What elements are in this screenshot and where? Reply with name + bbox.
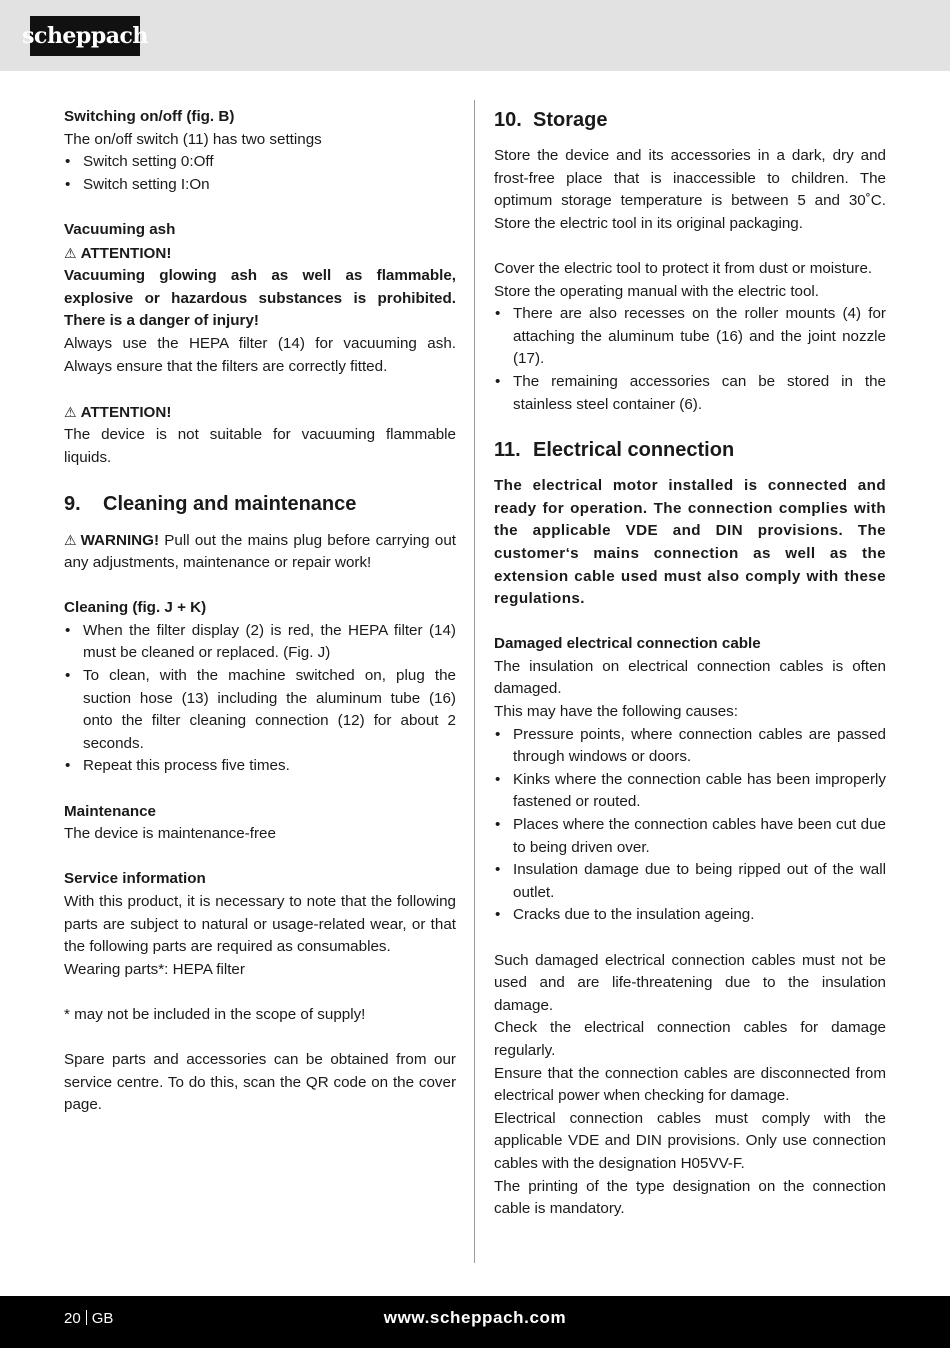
switching-list — [64, 151, 456, 196]
list-item: • Switch setting 0:Off — [64, 151, 456, 174]
causes-list — [494, 724, 886, 927]
vacuuming-text: Always use the HEPA filter (14) for vacuuming ash. Always ensure that the filters are correctly fitted. — [64, 334, 456, 375]
wearing-parts: Wearing parts*: HEPA filter — [64, 960, 245, 978]
list-item: • The remaining accessories can be stored in the stainless steel container (6). — [494, 371, 886, 416]
damaged-cable-heading: Damaged electrical connection cable — [494, 635, 761, 653]
page-number: 20 GB — [64, 1310, 114, 1327]
supply-note: * may not be included in the scope of supply! — [64, 1005, 366, 1023]
vacuuming-text-2: The device is not suitable for vacuuming flammable liquids. — [64, 426, 456, 466]
list-item: • To clean, with the machine switched on, plug the suction hose (13) including the aluminum tube (16) onto the filter cleaning connection (12) for about 2 seconds. — [64, 665, 456, 755]
maintenance-heading: Maintenance — [64, 802, 156, 820]
electrical-bold-text: The electrical motor installed is connected and ready for operation. The connection complies with the applicable VDE and DIN provisions. The customer‘s mains connection as well as the extension cable used must also comply with these regulations. — [494, 477, 886, 608]
damaged-text-4: Check the electrical connection cables for damage regularly. — [494, 1019, 886, 1059]
damaged-text-2: This may have the following causes: — [494, 703, 738, 721]
list-item: • Cracks due to the insulation ageing. — [494, 904, 886, 927]
page-header — [0, 0, 950, 71]
switching-intro: The on/off switch (11) has two settings — [64, 130, 322, 148]
brand-logo: scheppach — [30, 16, 140, 56]
service-heading: Service information — [64, 870, 206, 888]
warning-triangle-icon: ⚠ — [64, 531, 77, 548]
storage-text-1: Store the device and its accessories in a dark, dry and frost-free place that is inaccessible to children. The optimum storage temperature is between 5 and 30˚C. Store the electric tool in its original packaging. — [494, 147, 886, 232]
damaged-text-1: The insulation on electrical connection cables is often damaged. — [494, 657, 886, 698]
damaged-text-6: Electrical connection cables must comply with the applicable VDE and DIN provisions. Only use connection cables with the designation H05VV-F. — [494, 1109, 886, 1172]
warning-triangle-icon: ⚠ — [64, 244, 77, 261]
service-text: With this product, it is necessary to note that the following parts are subject to natural or usage-related wear, or that the following parts are required as consumables. — [64, 893, 456, 956]
warning-triangle-icon: ⚠ — [64, 403, 77, 420]
switching-heading: Switching on/off (fig. B) — [64, 108, 235, 125]
spare-parts-text: Spare parts and accessories can be obtained from our service centre. To do this, scan the QR code on the cover page. — [64, 1051, 456, 1114]
storage-text-3: Store the operating manual with the electric tool. — [494, 282, 820, 300]
list-item: • Kinks where the connection cable has been improperly fastened or routed. — [494, 769, 886, 814]
attention-notice: ⚠ ATTENTION! — [64, 401, 456, 425]
right-column — [494, 106, 886, 1221]
list-item: • Insulation damage due to being ripped out of the wall outlet. — [494, 859, 886, 904]
vacuuming-heading: Vacuuming ash — [64, 220, 176, 238]
list-item: • Switch setting I:On — [64, 174, 456, 197]
website-url: www.scheppach.com — [383, 1308, 567, 1327]
storage-text-2: Cover the electric tool to protect it from dust or moisture. — [494, 259, 873, 277]
page-footer — [0, 1296, 950, 1348]
damaged-text-3: Such damaged electrical connection cables must not be used and are life-threatening due to the insulation damage. — [494, 951, 886, 1014]
maintenance-text: The device is maintenance-free — [64, 825, 276, 843]
list-item: • Repeat this process five times. — [64, 755, 456, 778]
cleaning-warning: ⚠ WARNING! Pull out the mains plug before carrying out any adjustments, maintenance or repair work! — [64, 529, 456, 575]
list-item: • Places where the connection cables have been cut due to being driven over. — [494, 814, 886, 859]
section-9-heading: 9. Cleaning and maintenance — [64, 492, 357, 515]
section-10-heading: 10. Storage — [494, 109, 608, 131]
list-item: • When the filter display (2) is red, the HEPA filter (14) must be cleaned or replaced. (Fig. J) — [64, 620, 456, 665]
storage-list — [494, 303, 886, 416]
list-item: • Pressure points, where connection cables are passed through windows or doors. — [494, 724, 886, 769]
left-column — [64, 106, 456, 1117]
cleaning-heading: Cleaning (fig. J + K) — [64, 599, 207, 617]
damaged-text-7: The printing of the type designation on the connection cable is mandatory. — [494, 1177, 886, 1218]
damaged-text-5: Ensure that the connection cables are disconnected from electrical power when checking for damage. — [494, 1064, 886, 1105]
attention-notice: ⚠ ATTENTION! — [64, 242, 456, 266]
section-11-heading: 11. Electrical connection — [494, 439, 735, 462]
list-item: • There are also recesses on the roller mounts (4) for attaching the aluminum tube (16) and the joint nozzle (17). — [494, 303, 886, 371]
column-divider — [474, 100, 475, 1263]
cleaning-list — [64, 620, 456, 778]
vacuuming-warning: Vacuuming glowing ash as well as flammable, explosive or hazardous substances is prohibited. There is a danger of injury! — [64, 267, 456, 330]
